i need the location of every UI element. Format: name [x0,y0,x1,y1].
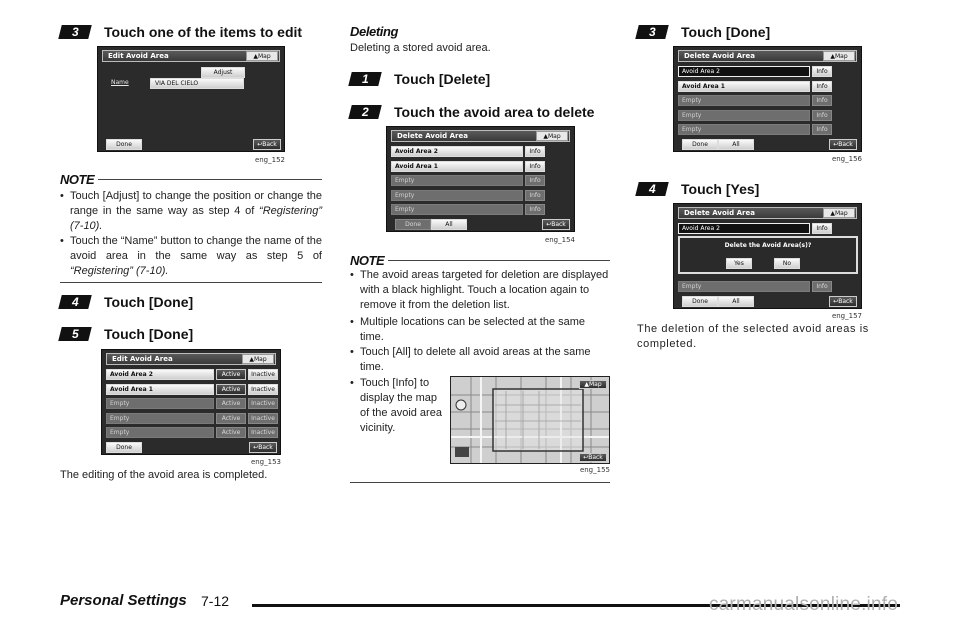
avoid-area-row[interactable]: Empty [678,281,810,292]
info-button[interactable]: Info [812,66,832,77]
avoid-area-row[interactable]: Empty [678,124,810,135]
info-button[interactable]: Info [812,223,832,234]
info-button[interactable]: Info [525,146,545,157]
page-footer [60,590,900,614]
active-toggle[interactable]: Active [216,369,246,380]
note-bullet: • Touch the “Name” button to change the name of the avoid area in the same way as step 5 of “Registering” (7-10). [60,234,322,279]
back-button[interactable]: ↩ Back [249,442,277,453]
map-button[interactable]: ▲ Map [823,51,855,61]
note-end-rule [60,282,322,283]
step-4-heading [60,291,193,313]
note-title: NOTE [60,171,95,187]
step-number-badge: 5 [58,327,91,341]
info-button[interactable]: Info [812,110,832,121]
note-bullet: • Multiple locations can be selected at the same time. [350,315,610,345]
info-button[interactable]: Info [812,81,832,92]
inactive-toggle[interactable]: Inactive [248,427,278,438]
step-3-heading [60,21,302,43]
screen-title-bar [106,353,276,365]
avoid-area-row[interactable]: Empty [391,175,523,186]
step-number-badge: 3 [58,25,91,39]
screen-title-bar [678,207,857,219]
name-button[interactable]: VIA DEL CIELO [150,78,244,89]
watermark: carmanualsonline.info [708,594,898,615]
note-bullet: • Touch [Info] to display the map of the avoid area vicinity. [350,376,446,436]
step-text: Touch [Delete] [394,71,491,87]
step-text: Touch [Yes] [681,181,760,197]
screen-edit-avoid-area [97,46,285,152]
note-rule [388,260,610,261]
figure-caption: eng_153 [250,458,281,466]
name-label: Name [111,79,129,86]
section-subheading: Deleting a stored avoid area. [350,42,491,54]
dialog-message: Delete the Avoid Area(s)? [724,242,812,249]
screen-title-bar [102,50,280,62]
note-bullet: • Touch [Adjust] to change the position or change the range in the same way as step 4 of “Registering” (7-10). [60,189,322,234]
done-button[interactable]: Done [682,296,718,307]
avoid-area-row[interactable]: Empty [391,190,523,201]
avoid-area-row[interactable]: Avoid Area 2 [106,369,214,380]
inactive-toggle[interactable]: Inactive [248,413,278,424]
page-number: 7-12 [201,593,230,609]
step-number-badge: 2 [348,105,381,119]
inactive-toggle[interactable]: Inactive [248,398,278,409]
figure-caption: eng_157 [831,312,862,320]
map-button[interactable]: ▲ Map [579,380,607,389]
info-button[interactable]: Info [525,190,545,201]
done-button[interactable]: Done [106,442,142,453]
map-button[interactable]: ▲ Map [536,131,568,141]
screen-title: Delete Avoid Area [684,52,755,60]
avoid-area-row[interactable]: Empty [106,398,214,409]
yes-button[interactable]: Yes [726,258,752,269]
all-button[interactable]: All [718,139,754,150]
note-bullet: • Touch [All] to delete all avoid areas at the same time. [350,345,610,375]
avoid-area-row[interactable]: Avoid Area 1 [391,161,523,172]
map-button[interactable]: ▲ Map [246,51,278,61]
back-button[interactable]: ↩ Back [542,219,570,230]
avoid-area-row[interactable]: Avoid Area 2 [391,146,523,157]
screen-title: Delete Avoid Area [684,209,755,217]
step-1-heading [350,68,490,90]
step-text: Touch the avoid area to delete [394,104,595,120]
screen-delete-confirm [673,203,862,309]
back-button[interactable]: ↩ Back [829,139,857,150]
info-button[interactable]: Info [525,161,545,172]
figure-caption: eng_152 [254,156,285,164]
note-title: NOTE [350,252,385,268]
back-button[interactable]: ↩ Back [253,139,281,150]
no-button[interactable]: No [774,258,800,269]
figure-caption: eng_156 [831,155,862,163]
note-header [350,252,610,268]
footer-section-title: Personal Settings [60,592,187,609]
note-rule [98,179,322,180]
inactive-toggle[interactable]: Inactive [248,369,278,380]
screen-title: Delete Avoid Area [397,132,468,140]
note-end-rule [350,482,610,483]
screen-title: Edit Avoid Area [108,52,169,60]
adjust-button[interactable]: Adjust [201,67,245,78]
figure-caption: eng_155 [579,466,610,474]
screen-title-bar [391,130,570,142]
avoid-area-row[interactable]: Empty [678,110,810,121]
step-5-heading [60,323,193,345]
avoid-area-row[interactable]: Avoid Area 1 [678,81,810,92]
all-button[interactable]: All [431,219,467,230]
completion-text: The deletion of the selected avoid areas is completed. [637,323,869,350]
map-button[interactable]: ▲ Map [823,208,855,218]
step-text: Touch [Done] [681,24,771,40]
inactive-toggle[interactable]: Inactive [248,384,278,395]
step-number-badge: 1 [348,72,381,86]
back-button[interactable]: ↩ Back [579,453,607,462]
confirm-dialog [678,236,858,274]
avoid-area-row[interactable]: Empty [678,95,810,106]
done-button[interactable]: Done [682,139,718,150]
screen-title: Edit Avoid Area [112,355,173,363]
note-bullet: • The avoid areas targeted for deletion are displayed with a black highlight. Touch a location again to remove it from the deletion list. [350,268,610,313]
step-4-heading [637,178,759,200]
step-number-badge: 3 [635,25,668,39]
info-button[interactable]: Info [812,124,832,135]
info-button[interactable]: Info [812,95,832,106]
avoid-area-row[interactable]: Avoid Area 2 [678,66,810,77]
avoid-area-row[interactable]: Empty [391,204,523,215]
done-button[interactable]: Done [395,219,431,230]
screen-delete-avoid-area [386,126,575,232]
map-button[interactable]: ▲ Map [242,354,274,364]
avoid-area-row[interactable]: Empty [106,427,214,438]
figure-caption: eng_154 [544,236,575,244]
info-button[interactable]: Info [525,204,545,215]
info-button[interactable]: Info [525,175,545,186]
completion-text: The editing of the avoid area is completed. [60,469,268,481]
active-toggle[interactable]: Active [216,384,246,395]
step-text: Touch one of the items to edit [104,24,303,40]
all-button[interactable]: All [718,296,754,307]
avoid-area-row[interactable]: Avoid Area 1 [106,384,214,395]
step-number-badge: 4 [58,295,91,309]
screen-title-bar [678,50,857,62]
avoid-area-row[interactable]: Avoid Area 2 [678,223,810,234]
info-button[interactable]: Info [812,281,832,292]
active-toggle[interactable]: Active [216,427,246,438]
avoid-area-row[interactable]: Empty [106,413,214,424]
active-toggle[interactable]: Active [216,413,246,424]
step-2-heading [350,101,594,123]
screen-edit-avoid-area-list [101,349,281,455]
screen-delete-avoid-area-selected [673,46,862,152]
done-button[interactable]: Done [106,139,142,150]
section-heading: Deleting [350,24,399,39]
note-header [60,171,322,187]
step-number-badge: 4 [635,182,668,196]
back-button[interactable]: ↩ Back [829,296,857,307]
step-text: Touch [Done] [104,326,194,342]
active-toggle[interactable]: Active [216,398,246,409]
map-screenshot [450,376,610,464]
step-text: Touch [Done] [104,294,194,310]
map-graphic [451,377,610,464]
step-3-heading [637,21,770,43]
